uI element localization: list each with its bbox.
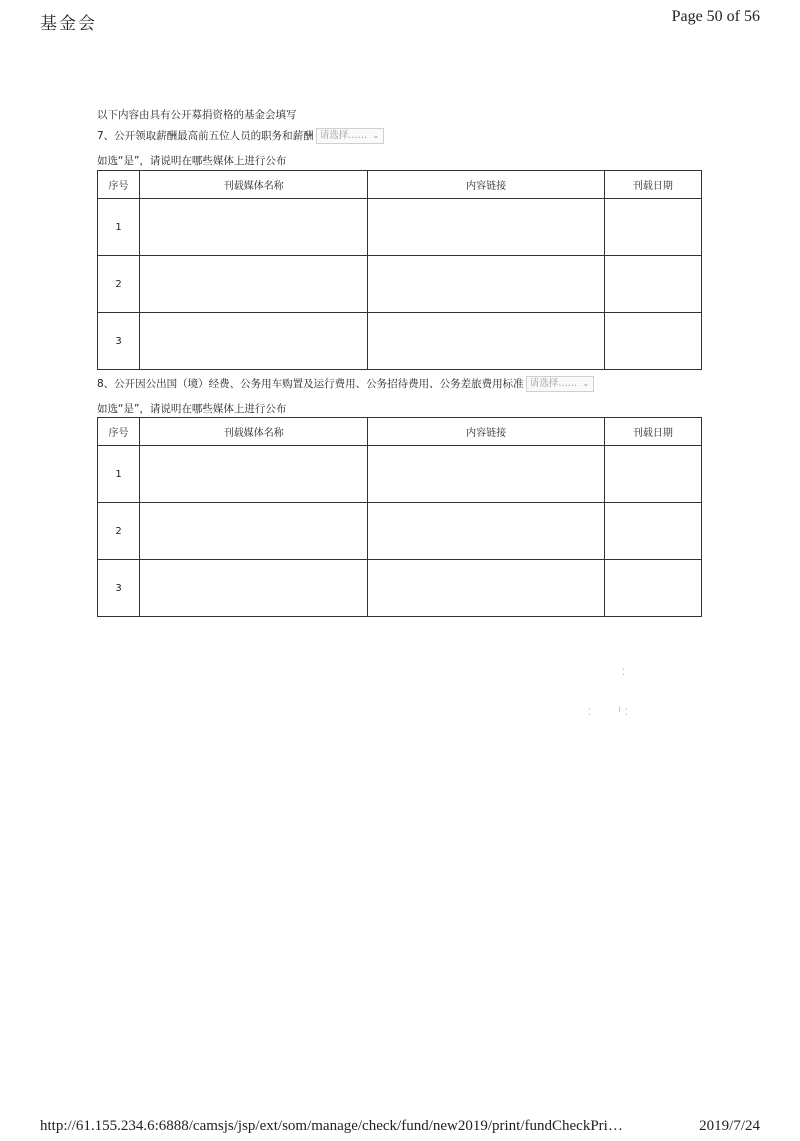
table-row: [98, 503, 702, 560]
intro-text: 以下内容由具有公开募捐资格的基金会填写: [97, 109, 297, 121]
row-number: 3: [98, 560, 140, 617]
header-seq: 序号: [98, 418, 140, 446]
question-8-select-value: 请选择……: [529, 378, 578, 389]
publish-date-cell[interactable]: [604, 256, 701, 313]
publish-date-cell[interactable]: [604, 199, 701, 256]
media-name-cell[interactable]: [140, 503, 368, 560]
content-link-cell[interactable]: [368, 256, 604, 313]
footer-date: 2019/7/24: [699, 1118, 760, 1134]
question-8-note: 如选“是”，请说明在哪些媒体上进行公布: [97, 403, 287, 415]
row-number: 1: [98, 199, 140, 256]
org-name: 基金会: [40, 14, 97, 34]
chevron-down-icon: ⌄: [582, 379, 590, 388]
question-8-select[interactable]: [526, 376, 595, 392]
publish-date-cell[interactable]: [604, 560, 701, 617]
header-media-name: 刊载媒体名称: [140, 418, 368, 446]
row-number: 2: [98, 256, 140, 313]
media-name-cell[interactable]: [140, 313, 368, 370]
header-content-link: 内容链接: [368, 171, 604, 199]
media-name-cell[interactable]: [140, 199, 368, 256]
question-8: [97, 376, 594, 392]
header-publish-date: 刊载日期: [604, 171, 701, 199]
question-8-label: 8、公开因公出国（境）经费、公务用车购置及运行费用、公务招待费用、公务差旅费用标准: [97, 378, 524, 390]
footer-url: http://61.155.234.6:6888/camsjs/jsp/ext/som/manage/check/fund/new2019/print/fundCheckPri…: [40, 1118, 623, 1134]
row-number: 3: [98, 313, 140, 370]
question-7-select[interactable]: [316, 128, 385, 144]
question-7-select-value: 请选择……: [319, 130, 368, 141]
content-link-cell[interactable]: [368, 503, 604, 560]
table-row: [98, 446, 702, 503]
table-row: [98, 560, 702, 617]
row-number: 1: [98, 446, 140, 503]
question-7: [97, 128, 384, 144]
question-7-note: 如选“是”，请说明在哪些媒体上进行公布: [97, 155, 287, 167]
table-row: [98, 199, 702, 256]
media-name-cell[interactable]: [140, 256, 368, 313]
media-name-cell[interactable]: [140, 560, 368, 617]
table-row: [98, 256, 702, 313]
publish-date-cell[interactable]: [604, 503, 701, 560]
media-table-7: [97, 170, 702, 370]
media-table-8: [97, 417, 702, 617]
faint-mark: ⁚: [622, 668, 625, 678]
content-link-cell[interactable]: [368, 199, 604, 256]
media-name-cell[interactable]: [140, 446, 368, 503]
faint-mark: ⁚ ╵ ⁚: [588, 708, 628, 718]
page-number: Page 50 of 56: [671, 8, 760, 25]
chevron-down-icon: ⌄: [372, 131, 380, 140]
header-media-name: 刊载媒体名称: [140, 171, 368, 199]
header-seq: 序号: [98, 171, 140, 199]
content-link-cell[interactable]: [368, 560, 604, 617]
publish-date-cell[interactable]: [604, 313, 701, 370]
row-number: 2: [98, 503, 140, 560]
header-publish-date: 刊载日期: [604, 418, 701, 446]
content-link-cell[interactable]: [368, 313, 604, 370]
header-content-link: 内容链接: [368, 418, 604, 446]
table-row: [98, 313, 702, 370]
publish-date-cell[interactable]: [604, 446, 701, 503]
question-7-label: 7、公开领取薪酬最高前五位人员的职务和薪酬: [97, 130, 314, 142]
content-link-cell[interactable]: [368, 446, 604, 503]
table-header-row: [98, 171, 702, 199]
table-header-row: [98, 418, 702, 446]
